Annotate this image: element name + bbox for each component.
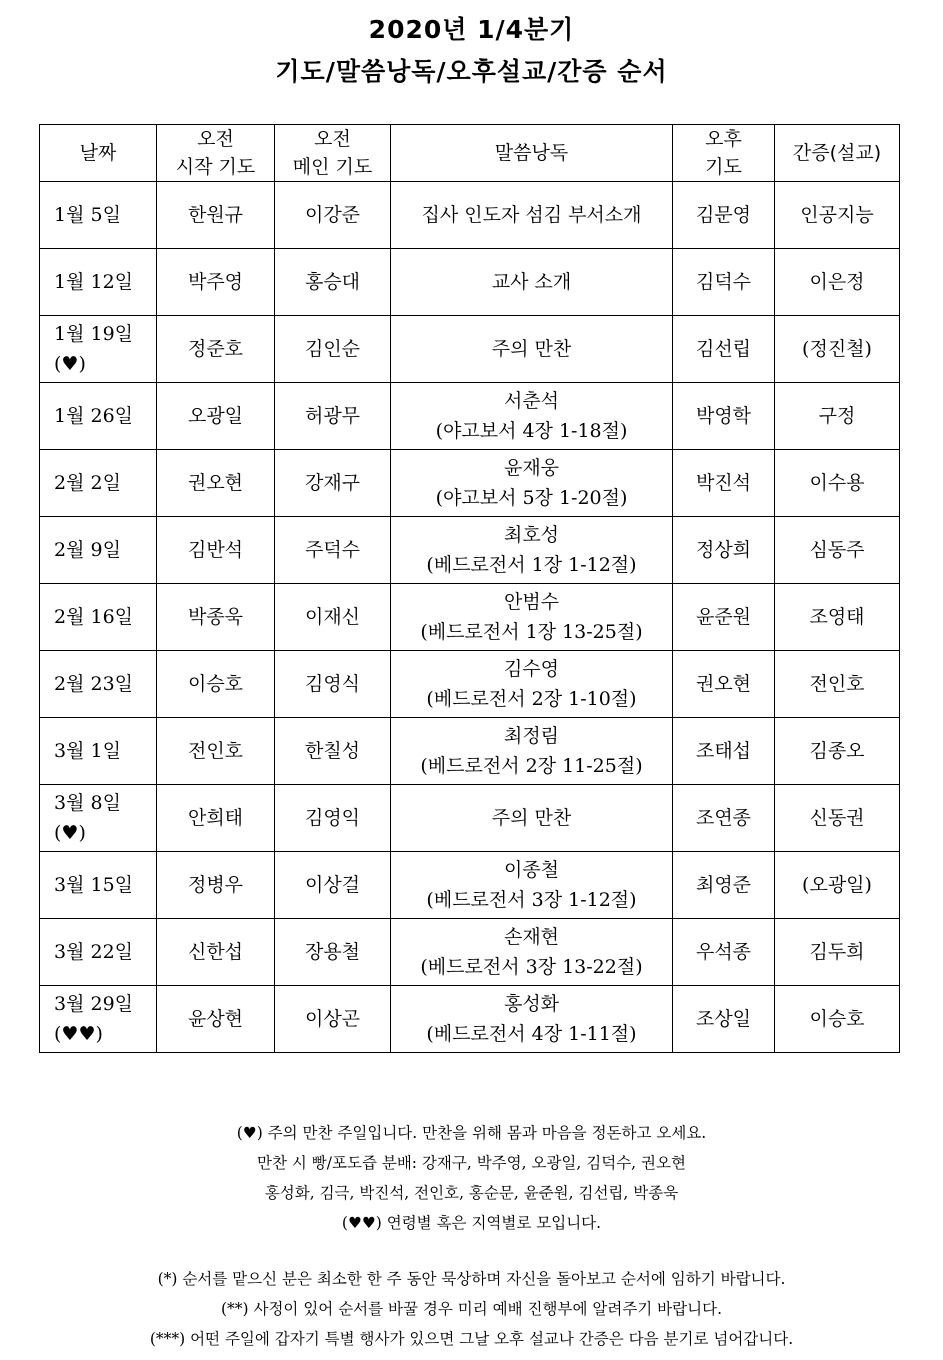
cell-line: 오전 [197,128,234,150]
cell-line: 주의 만찬 [491,338,572,360]
table-row [40,718,900,785]
cell-line: (베드로전서 4장 1-11절) [426,1023,637,1045]
note-line: (***) 어떤 주일에 갑자기 특별 행사가 있으면 그날 오후 설교나 간증은 다음 분기로 넘어갑니다. [149,1330,794,1348]
pm-prayer-cell: 조연종 [673,785,775,852]
am-main-prayer-cell: 이재신 [275,584,391,651]
cell-line: 간증(설교) [792,142,882,164]
table-row [40,785,900,852]
cell-line: 최호성 [503,524,560,546]
am-main-prayer-cell: 김영익 [275,785,391,852]
cell-line: 1월 19일 [54,323,134,345]
pm-prayer-cell: 정상희 [673,517,775,584]
pm-prayer-cell: 권오현 [673,651,775,718]
scripture-reading-cell [391,852,673,919]
header-date [40,125,157,182]
am-main-prayer-cell: 강재구 [275,450,391,517]
scripture-reading-cell [391,785,673,852]
cell-line: 2월 16일 [54,606,134,628]
cell-line: 윤재웅 [503,457,560,479]
scripture-reading-cell [391,584,673,651]
cell-line: 기도 [705,156,742,178]
pm-prayer-cell: 김덕수 [673,249,775,316]
am-opening-prayer-cell: 오광일 [157,383,275,450]
date-cell [40,852,157,919]
date-cell [40,316,157,383]
date-cell [40,450,157,517]
cell-line: (베드로전서 1장 1-12절) [426,554,637,576]
cell-line: 집사 인도자 섬김 부서소개 [421,204,642,226]
pm-prayer-cell: 최영준 [673,852,775,919]
testimony-cell: 이수용 [775,450,900,517]
testimony-cell: 이은정 [775,249,900,316]
testimony-cell: 조영태 [775,584,900,651]
am-opening-prayer-cell: 안희태 [157,785,275,852]
table-row [40,316,900,383]
general-notes [0,1264,943,1354]
table-row [40,651,900,718]
note-line: (♥♥) 연령별 혹은 지역별로 모입니다. [341,1214,602,1232]
cell-line: 3월 15일 [54,874,134,896]
am-opening-prayer-cell: 정준호 [157,316,275,383]
scripture-reading-cell [391,450,673,517]
testimony-cell: 이승호 [775,986,900,1053]
testimony-cell: (오광일) [775,852,900,919]
testimony-cell: 인공지능 [775,182,900,249]
page-subtitle: 기도/말씀낭독/오후설교/간증 순서 [275,57,668,86]
pm-prayer-cell: 조태섭 [673,718,775,785]
pm-prayer-cell: 김문영 [673,182,775,249]
cell-line: 홍성화 [503,993,560,1015]
cell-line: 2월 9일 [54,539,121,561]
table-row [40,383,900,450]
page-title: 2020년 1/4분기 [368,15,575,44]
cell-line: 김수영 [503,658,560,680]
cell-line: 1월 5일 [54,204,121,226]
am-opening-prayer-cell: 박주영 [157,249,275,316]
cell-line: (베드로전서 3장 13-22절) [420,956,643,978]
am-opening-prayer-cell: 김반석 [157,517,275,584]
am-main-prayer-cell: 한칠성 [275,718,391,785]
scripture-reading-cell [391,986,673,1053]
cell-line: 메인 기도 [292,156,373,178]
schedule-table [39,124,900,1053]
cell-line: 1월 12일 [54,271,134,293]
am-main-prayer-cell: 김영식 [275,651,391,718]
cell-line: 주의 만찬 [491,807,572,829]
table-row [40,852,900,919]
am-main-prayer-cell: 허광무 [275,383,391,450]
cell-line: 안범수 [503,591,560,613]
pm-prayer-cell: 조상일 [673,986,775,1053]
am-main-prayer-cell: 홍승대 [275,249,391,316]
am-opening-prayer-cell: 신한섭 [157,919,275,986]
note-line: (**) 사정이 있어 순서를 바꿀 경우 미리 예배 진행부에 알려주기 바랍니다. [220,1300,723,1318]
cell-line: (베드로전서 3장 1-12절) [426,889,637,911]
cell-line: 오후 [705,128,742,150]
cell-line: 3월 1일 [54,740,121,762]
cell-line: 서춘석 [503,390,560,412]
date-cell [40,651,157,718]
cell-line: 시작 기도 [175,156,256,178]
note-line: (*) 순서를 맡으신 분은 최소한 한 주 동안 묵상하며 자신을 돌아보고 순서에 임하기 바랍니다. [157,1270,786,1288]
date-cell [40,785,157,852]
table-row [40,919,900,986]
testimony-cell: 구정 [775,383,900,450]
pm-prayer-cell: 윤준원 [673,584,775,651]
am-main-prayer-cell: 김인순 [275,316,391,383]
pm-prayer-cell: 우석종 [673,919,775,986]
date-cell [40,718,157,785]
table-row [40,249,900,316]
header-testimony [775,125,900,182]
scripture-reading-cell [391,718,673,785]
cell-line: (야고보서 4장 1-18절) [435,420,628,442]
table-row [40,182,900,249]
am-opening-prayer-cell: 정병우 [157,852,275,919]
scripture-reading-cell [391,383,673,450]
cell-line: 3월 22일 [54,941,134,963]
cell-line: 2월 23일 [54,673,134,695]
header-am-main-prayer [275,125,391,182]
table-row [40,517,900,584]
testimony-cell: 심동주 [775,517,900,584]
cell-line: 3월 8일 [54,792,121,814]
table-row [40,986,900,1053]
testimony-cell: 김종오 [775,718,900,785]
am-opening-prayer-cell: 권오현 [157,450,275,517]
scripture-reading-cell [391,651,673,718]
am-opening-prayer-cell: 이승호 [157,651,275,718]
cell-line: 이종철 [503,859,560,881]
note-line: 만찬 시 빵/포도즙 분배: 강재구, 박주영, 오광일, 김덕수, 권오현 [257,1154,686,1172]
am-main-prayer-cell: 이상걸 [275,852,391,919]
am-opening-prayer-cell: 전인호 [157,718,275,785]
cell-line: 교사 소개 [491,271,572,293]
cell-line: 손재현 [503,926,560,948]
header-am-opening-prayer [157,125,275,182]
cell-line: 말씀낭독 [494,142,569,164]
testimony-cell: 전인호 [775,651,900,718]
am-main-prayer-cell: 주덕수 [275,517,391,584]
date-cell [40,249,157,316]
scripture-reading-cell [391,316,673,383]
cell-line: (♥♥) [54,1023,103,1045]
am-main-prayer-cell: 이상곤 [275,986,391,1053]
am-main-prayer-cell: 장용철 [275,919,391,986]
pm-prayer-cell: 김선립 [673,316,775,383]
header-scripture-reading [391,125,673,182]
cell-line: 1월 26일 [54,405,134,427]
header-row [40,125,900,182]
communion-notes [0,1118,943,1238]
cell-line: (베드로전서 1장 13-25절) [420,621,643,643]
note-line: (♥) 주의 만찬 주일입니다. 만찬을 위해 몸과 마음을 정돈하고 오세요. [236,1124,707,1142]
cell-line: (♥) [54,822,86,844]
date-cell [40,517,157,584]
scripture-reading-cell [391,517,673,584]
cell-line: 3월 29일 [54,993,134,1015]
cell-line: 오전 [314,128,351,150]
am-main-prayer-cell: 이강준 [275,182,391,249]
am-opening-prayer-cell: 한원규 [157,182,275,249]
cell-line: 최정림 [503,725,560,747]
cell-line: (야고보서 5장 1-20절) [435,487,628,509]
table-row [40,584,900,651]
testimony-cell: (정진철) [775,316,900,383]
table-row [40,450,900,517]
date-cell [40,182,157,249]
pm-prayer-cell: 박영학 [673,383,775,450]
testimony-cell: 신동권 [775,785,900,852]
cell-line: (베드로전서 2장 11-25절) [420,755,643,777]
date-cell [40,919,157,986]
testimony-cell: 김두희 [775,919,900,986]
header-pm-prayer [673,125,775,182]
cell-line: 2월 2일 [54,472,121,494]
scripture-reading-cell [391,182,673,249]
date-cell [40,584,157,651]
scripture-reading-cell [391,919,673,986]
date-cell [40,986,157,1053]
note-line: 홍성화, 김극, 박진석, 전인호, 홍순문, 윤준원, 김선립, 박종욱 [264,1184,679,1202]
cell-line: (베드로전서 2장 1-10절) [426,688,637,710]
cell-line: (♥) [54,353,86,375]
pm-prayer-cell: 박진석 [673,450,775,517]
cell-line: 날짜 [79,142,117,164]
scripture-reading-cell [391,249,673,316]
am-opening-prayer-cell: 박종욱 [157,584,275,651]
am-opening-prayer-cell: 윤상현 [157,986,275,1053]
date-cell [40,383,157,450]
